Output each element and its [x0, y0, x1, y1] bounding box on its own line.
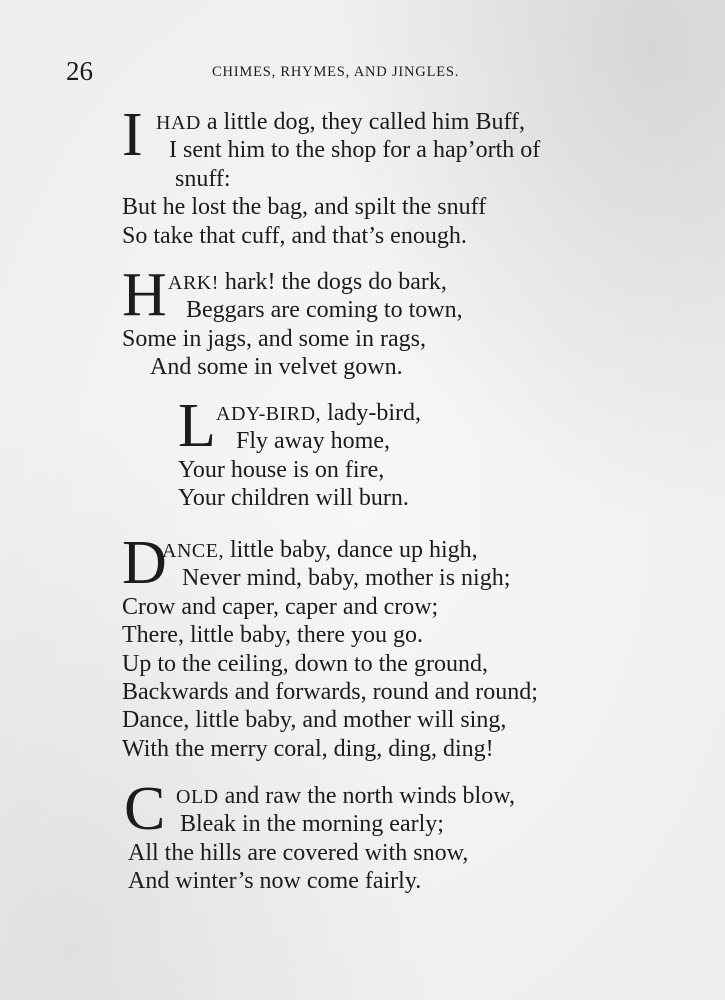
poem-hark — [122, 261, 463, 382]
drop-cap: I — [122, 101, 143, 169]
poem-line — [122, 108, 540, 136]
poem-line: All the hills are covered with snow, — [128, 839, 469, 866]
line-text: a little dog, they called him Buff, — [200, 109, 525, 135]
poem-line — [122, 268, 463, 296]
poem-line: Your house is on fire, — [178, 456, 385, 483]
poem-ladybird — [178, 392, 422, 513]
poem-line: Fly away home, — [236, 428, 390, 455]
poem-line: Up to the ceiling, down to the ground, — [122, 650, 488, 677]
poem-line — [124, 782, 515, 810]
poem-line: Crow and caper, caper and crow; — [122, 593, 439, 620]
poem-line: With the merry coral, ding, ding, ding! — [122, 735, 494, 762]
poem-line: Your children will burn. — [178, 485, 409, 512]
poem-line: And some in velvet gown. — [150, 354, 403, 381]
line-text: lady-bird, — [321, 400, 422, 426]
opening-word: HAD — [156, 112, 201, 134]
poem-line: Beggars are coming to town, — [186, 297, 463, 324]
running-head: CHIMES, RHYMES, AND JINGLES. — [212, 64, 460, 80]
poem-line: But he lost the bag, and spilt the snuff — [122, 194, 487, 221]
opening-word: OLD — [176, 786, 219, 808]
drop-cap: H — [122, 261, 167, 329]
poem-line: Never mind, baby, mother is nigh; — [182, 565, 511, 592]
poem-cold — [124, 775, 515, 896]
line-text: little baby, dance up high, — [223, 537, 478, 563]
poem-line: snuff: — [175, 165, 231, 192]
opening-word: ARK! — [168, 272, 219, 294]
drop-cap: C — [124, 775, 166, 843]
poem-line: Backwards and forwards, round and round; — [122, 678, 538, 705]
poem-line: There, little baby, there you go. — [122, 622, 424, 649]
opening-word: ANCE, — [162, 540, 224, 562]
line-text: hark! the dogs do bark, — [218, 269, 447, 295]
drop-cap: D — [122, 529, 167, 597]
poem-line: Some in jags, and some in rags, — [122, 325, 426, 352]
drop-cap: L — [178, 392, 216, 460]
poem-dance — [122, 529, 538, 763]
poem-buff — [122, 101, 541, 250]
opening-word: ADY-BIRD, — [216, 403, 322, 425]
poem-line: And winter’s now come fairly. — [128, 868, 422, 895]
poem-line: I sent him to the shop for a hap’orth of — [169, 137, 541, 164]
poem-line: Dance, little baby, and mother will sing, — [122, 707, 507, 734]
poem-line: Bleak in the morning early; — [180, 811, 444, 838]
line-text: and raw the north winds blow, — [218, 783, 515, 809]
poem-line — [122, 536, 538, 564]
poem-line: So take that cuff, and that’s enough. — [122, 222, 467, 249]
page-number: 26 — [66, 56, 93, 86]
